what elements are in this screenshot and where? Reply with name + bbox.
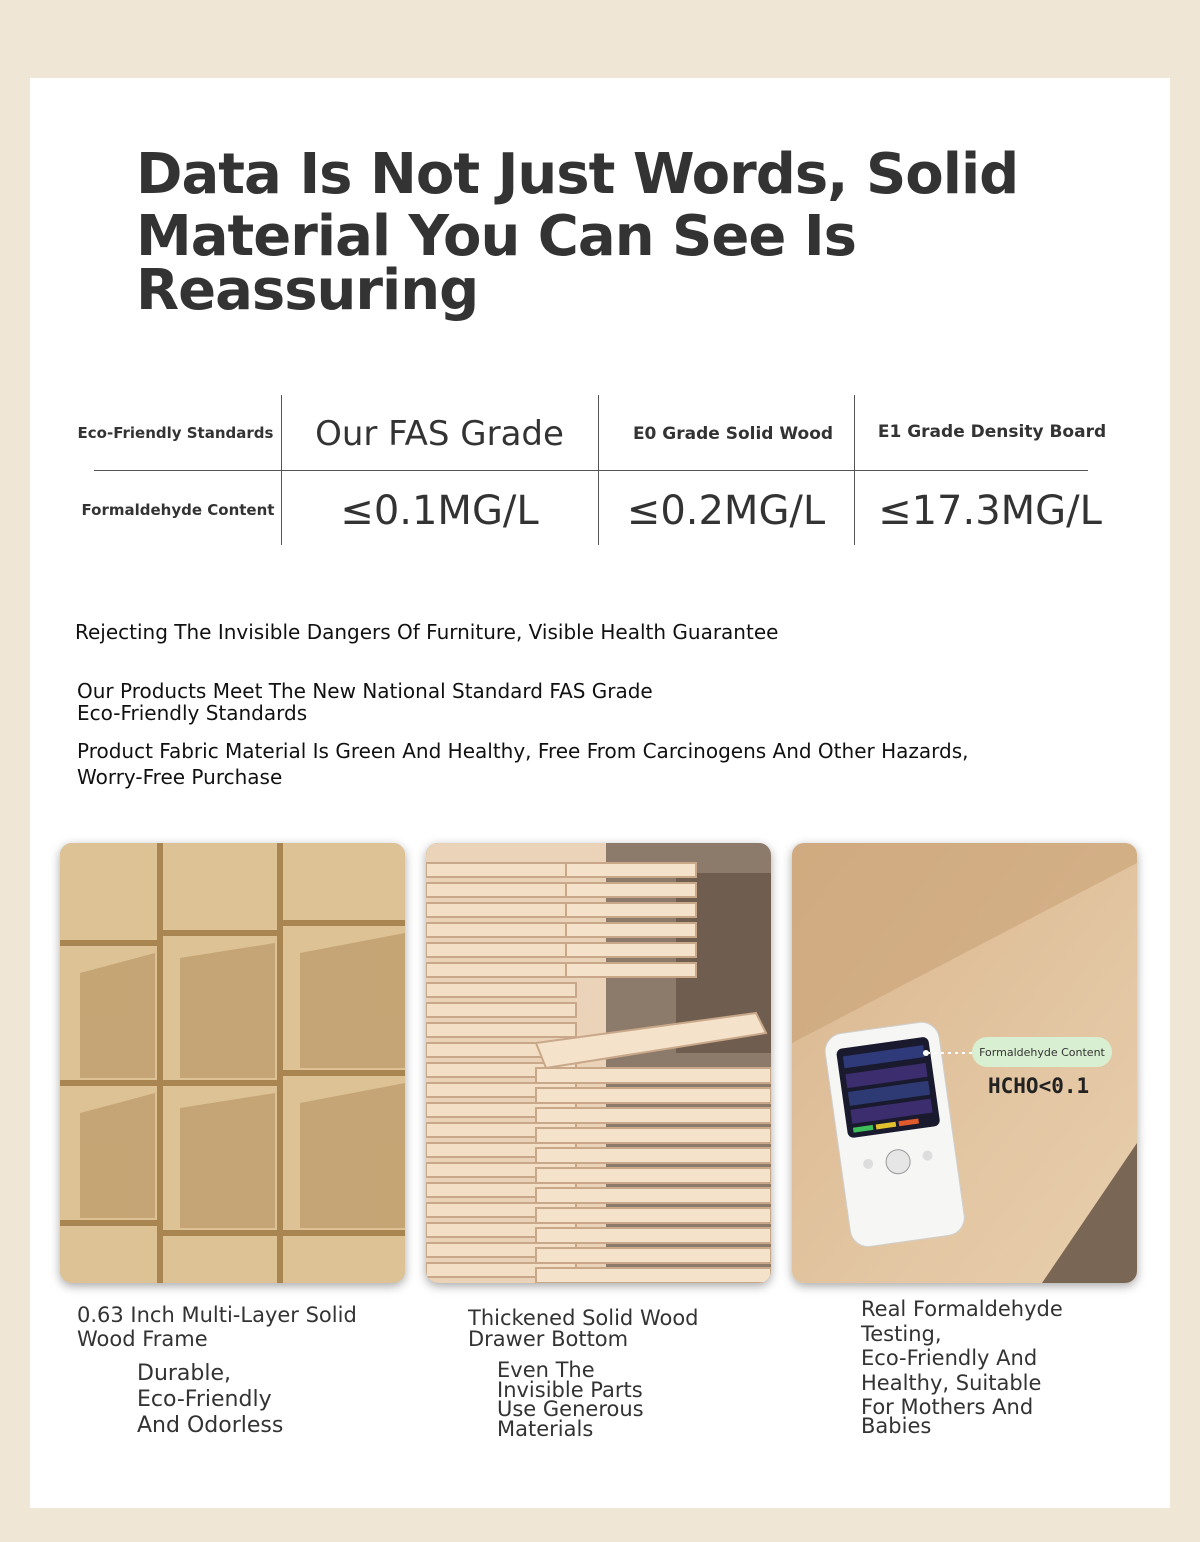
caption-line: Real Formaldehyde — [861, 1297, 1063, 1321]
formaldehyde-badge: Formaldehyde Content — [972, 1037, 1112, 1067]
value-fas: ≤0.1MG/L — [340, 488, 539, 534]
column-header-e1: E1 Grade Density Board — [877, 421, 1107, 442]
caption-line: Use Generous — [497, 1397, 644, 1421]
paragraph-fas — [77, 680, 653, 724]
shelf-cabinet-photo — [60, 843, 405, 1283]
caption-line: Even The — [497, 1358, 595, 1382]
caption-drawer-sub — [497, 1358, 644, 1441]
value-e1: ≤17.3MG/L — [878, 488, 1102, 534]
caption-line: Durable, — [137, 1361, 232, 1386]
column-header-fas: Our FAS Grade — [315, 413, 564, 454]
caption-line: Drawer Bottom — [468, 1327, 629, 1351]
paragraph-line: Product Fabric Material Is Green And Healthy, Free From Carcinogens And Other Hazards, — [77, 739, 969, 763]
wood-planks-photo — [426, 843, 771, 1283]
comparison-table — [70, 395, 1107, 545]
paragraph-material — [77, 738, 968, 790]
paragraph-line: Eco-Friendly Standards — [77, 701, 308, 725]
caption-line: Materials — [497, 1416, 594, 1441]
caption-line: 0.63 Inch Multi-Layer Solid — [77, 1303, 357, 1327]
caption-line: Wood Frame — [77, 1327, 208, 1351]
title-line: Reassuring — [136, 258, 479, 323]
title-line: Material You Can See Is — [136, 204, 857, 269]
hcho-reading: HCHO<0.1 — [988, 1074, 1090, 1098]
title-line: Data Is Not Just Words, Solid — [136, 142, 1019, 207]
paragraph-line: Worry-Free Purchase — [77, 765, 283, 789]
column-header-e0: E0 Grade Solid Wood — [632, 423, 834, 444]
tagline: Rejecting The Invisible Dangers Of Furniture, Visible Health Guarantee — [75, 620, 779, 644]
row-label-formaldehyde: Formaldehyde Content — [81, 500, 275, 519]
caption-line: Babies — [861, 1413, 932, 1438]
caption-line: Eco-Friendly — [137, 1387, 272, 1412]
caption-frame-title — [77, 1303, 357, 1351]
page-title — [136, 144, 1036, 322]
value-e0: ≤0.2MG/L — [626, 488, 826, 534]
caption-line: For Mothers And — [861, 1395, 1034, 1419]
caption-line: Thickened Solid Wood — [468, 1306, 699, 1330]
caption-line: Invisible Parts — [497, 1377, 643, 1402]
caption-line: Testing, — [861, 1321, 942, 1346]
paragraph-line: Our Products Meet The New National Standard FAS Grade — [77, 679, 653, 703]
caption-line: And Odorless — [137, 1413, 284, 1438]
row-label-standards: Eco-Friendly Standards — [77, 423, 274, 442]
caption-line: Healthy, Suitable — [861, 1370, 1042, 1395]
caption-drawer-title — [468, 1308, 699, 1350]
caption-testing — [861, 1297, 1063, 1438]
caption-line: Eco-Friendly And — [861, 1346, 1038, 1370]
caption-frame-sub — [137, 1361, 283, 1439]
